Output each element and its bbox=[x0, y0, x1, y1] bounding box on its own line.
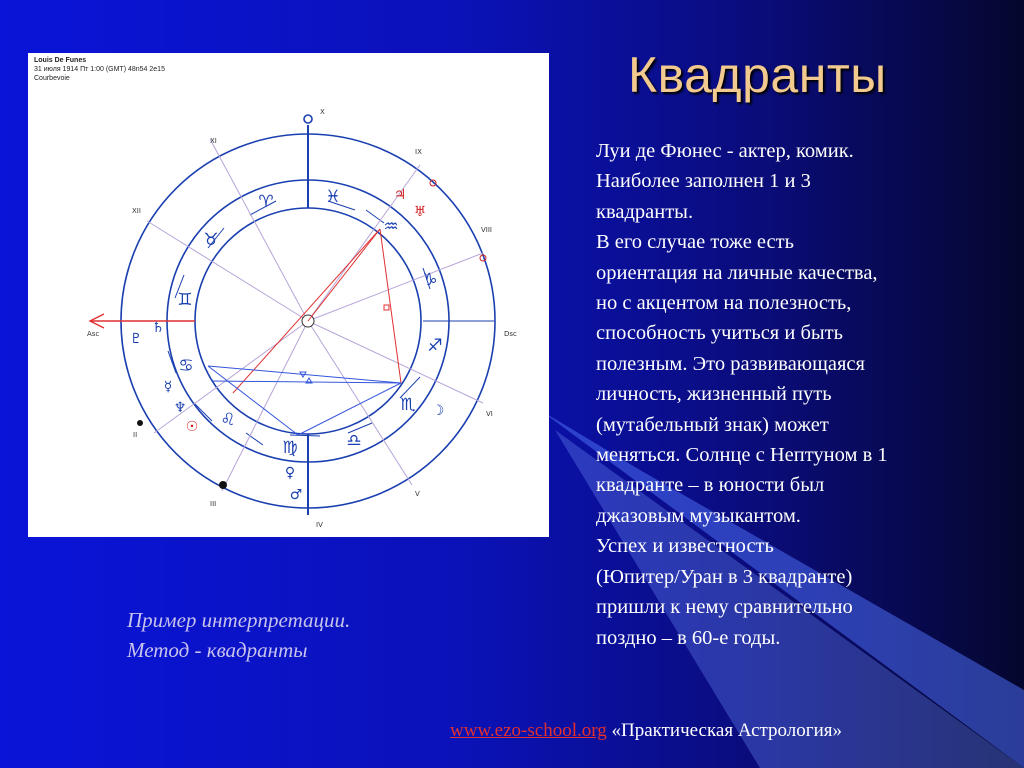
footer-course-title: «Практическая Астрология» bbox=[606, 720, 842, 741]
gemini-glyph: ♊ bbox=[177, 290, 193, 310]
body-line: джазовым музыкантом. bbox=[596, 504, 801, 527]
caption-line-1: Пример интерпретации. bbox=[127, 608, 351, 632]
aquarius-glyph: ♒ bbox=[383, 217, 399, 237]
house-label-iv: IV bbox=[316, 521, 323, 529]
body-line: но с акцентом на полезность, bbox=[596, 292, 852, 315]
body-line: пришли к нему сравнительно bbox=[596, 596, 853, 619]
moon-glyph: ☽ bbox=[431, 403, 445, 419]
house-label-iii: III bbox=[210, 500, 217, 508]
jupiter-glyph: ♃ bbox=[393, 187, 407, 203]
chart-person-name: Louis De Funes bbox=[34, 57, 87, 64]
house-label-v: V bbox=[415, 490, 420, 498]
chart-caption bbox=[127, 605, 350, 665]
capricorn-glyph: ♑ bbox=[422, 270, 438, 290]
caption-line-2: Метод - квадранты bbox=[127, 638, 308, 662]
house-label-viii: VIII bbox=[481, 226, 492, 234]
leo-glyph: ♌ bbox=[220, 410, 236, 430]
mars-glyph: ♂ bbox=[289, 487, 303, 503]
chart-place: Courbevoie bbox=[34, 75, 70, 82]
house-label-x: X bbox=[320, 108, 325, 116]
saturn-glyph: ♄ bbox=[151, 320, 165, 336]
body-line: квадранты. bbox=[596, 200, 694, 223]
pluto-glyph: ♇ bbox=[129, 331, 143, 347]
virgo-glyph: ♍ bbox=[282, 438, 298, 458]
uranus-glyph: ♅ bbox=[413, 204, 427, 220]
mc-marker bbox=[304, 115, 312, 123]
body-line: полезным. Это развивающаяся bbox=[596, 352, 865, 375]
sun-glyph: ☉ bbox=[185, 419, 199, 435]
sagittarius-glyph: ♐ bbox=[427, 336, 443, 356]
footer bbox=[450, 720, 842, 742]
house-label-xi: XI bbox=[210, 137, 217, 145]
scorpio-glyph: ♏ bbox=[400, 395, 416, 415]
mercury-glyph: ☿ bbox=[163, 379, 173, 395]
body-line: Наиболее заполнен 1 и 3 bbox=[596, 170, 811, 193]
body-line: В его случае тоже есть bbox=[596, 231, 794, 254]
body-line: Успех и известность bbox=[596, 535, 774, 558]
body-line: квадранте – в юности был bbox=[596, 474, 825, 497]
house-label-asc: Asc bbox=[87, 330, 100, 338]
body-line: (мутабельный знак) может bbox=[596, 413, 829, 436]
slide-body-text bbox=[596, 136, 1006, 653]
chart-date-line: 31 июля 1914 Пт 1:00 (GMT) 48n54 2e15 bbox=[34, 66, 165, 73]
house-label-dsc: Dsc bbox=[504, 330, 517, 338]
cancer-glyph: ♋ bbox=[178, 356, 194, 376]
chart-wheel bbox=[28, 53, 549, 537]
body-line: ориентация на личные качества, bbox=[596, 261, 878, 284]
natal-chart bbox=[28, 53, 549, 537]
house-label-ix: IX bbox=[415, 148, 422, 156]
venus-glyph: ♀ bbox=[284, 465, 296, 481]
house-label-ii: II bbox=[133, 431, 138, 439]
house-label-vi: VI bbox=[486, 410, 493, 418]
body-line: (Юпитер/Уран в 3 квадранте) bbox=[596, 565, 853, 588]
footer-site-link[interactable]: www.ezo-school.org bbox=[450, 720, 607, 741]
body-line: Луи де Фюнес - актер, комик. bbox=[596, 140, 854, 162]
house-label-xii: XII bbox=[132, 207, 141, 215]
libra-glyph: ♎ bbox=[346, 431, 362, 451]
taurus-glyph: ♉ bbox=[203, 230, 219, 250]
pisces-glyph: ♓ bbox=[325, 187, 341, 207]
aries-glyph: ♈ bbox=[258, 192, 274, 212]
slide-title: Квадранты bbox=[628, 47, 887, 103]
body-line: личность, жизненный путь bbox=[596, 383, 832, 406]
neptune-glyph: ♆ bbox=[173, 400, 187, 416]
body-line: меняться. Солнце с Нептуном в 1 bbox=[596, 444, 888, 467]
body-line: способность учиться и быть bbox=[596, 322, 843, 345]
body-line: поздно – в 60-е годы. bbox=[596, 626, 781, 649]
